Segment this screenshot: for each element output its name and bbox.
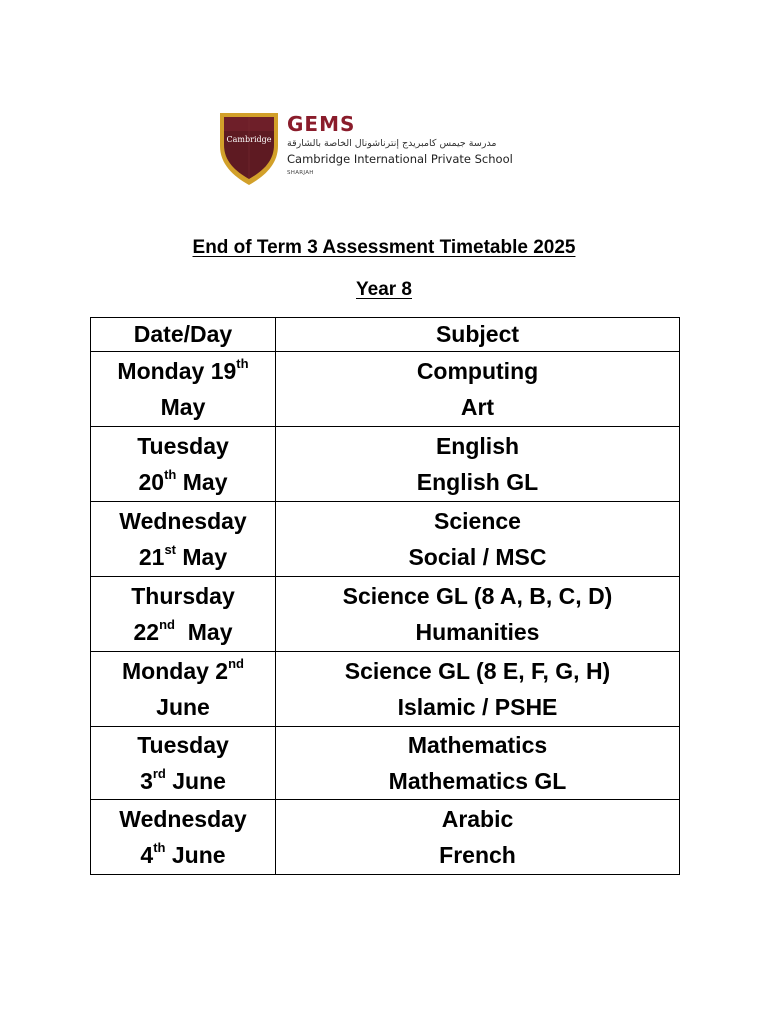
date-cell — [91, 427, 276, 502]
month-text: May — [187, 619, 233, 645]
date-cell — [91, 352, 276, 427]
date-cell — [91, 577, 276, 652]
date-number: 4 — [140, 842, 154, 868]
ordinal-suffix: st — [164, 542, 176, 558]
subject-cell — [276, 427, 680, 502]
subject-text: Science — [434, 508, 521, 534]
date-line — [91, 763, 275, 799]
shield-crest-icon — [219, 112, 279, 186]
day-text: Thursday — [131, 583, 235, 609]
date-line — [91, 464, 275, 500]
table-row — [91, 727, 680, 800]
table-header-row — [91, 318, 680, 352]
month-text: June — [171, 842, 226, 868]
date-cell — [91, 727, 276, 800]
date-number: 20 — [138, 469, 165, 495]
ordinal-suffix: th — [164, 467, 177, 483]
month-text: May — [182, 469, 228, 495]
date-line — [91, 653, 275, 689]
school-name-arabic: مدرسة جيمس كامبريدج إنترناشونال الخاصة بالشارقة — [287, 138, 497, 149]
subject-text: Humanities — [415, 619, 540, 645]
ordinal-suffix: nd — [228, 656, 244, 672]
subject-text: Arabic — [441, 806, 514, 832]
subject-text: English GL — [416, 469, 539, 495]
date-line — [91, 539, 275, 575]
subject-cell — [276, 577, 680, 652]
subject-cell — [276, 727, 680, 800]
subject-text: French — [439, 842, 516, 868]
day-text: Tuesday — [137, 433, 229, 459]
date-line — [91, 353, 275, 389]
month-text: June — [156, 694, 210, 720]
subject-text: Social / MSC — [408, 544, 547, 570]
date-line — [91, 837, 275, 873]
document-title: End of Term 3 Assessment Timetable 2025 — [192, 237, 576, 258]
subject-cell — [276, 652, 680, 727]
day-text: Monday 2 — [122, 658, 229, 684]
subject-cell — [276, 800, 680, 875]
date-number: 22 — [133, 619, 160, 645]
ordinal-suffix: th — [236, 356, 249, 372]
subject-text: English — [435, 433, 520, 459]
day-text: Tuesday — [137, 732, 229, 758]
subject-text: Science GL (8 E, F, G, H) — [344, 658, 611, 684]
day-text: Monday 19 — [117, 358, 237, 384]
subject-text: Art — [460, 394, 495, 420]
subject-cell — [276, 352, 680, 427]
school-location: SHARJAH — [287, 170, 314, 176]
column-header-date: Date/Day — [91, 318, 276, 352]
date-line — [91, 614, 275, 650]
date-cell — [91, 502, 276, 577]
day-text: Wednesday — [119, 508, 247, 534]
ordinal-suffix: nd — [159, 617, 175, 633]
table-row — [91, 800, 680, 875]
month-text: May — [160, 394, 206, 420]
day-text: Wednesday — [119, 806, 247, 832]
table-row — [91, 577, 680, 652]
date-number: 21 — [138, 544, 165, 570]
column-header-subject: Subject — [276, 318, 680, 352]
date-cell — [91, 800, 276, 875]
subject-text: Islamic / PSHE — [397, 694, 558, 720]
subject-text: Mathematics GL — [388, 768, 567, 794]
table-row — [91, 427, 680, 502]
month-text: June — [172, 768, 226, 794]
school-logo — [219, 112, 539, 188]
ordinal-suffix: th — [153, 840, 166, 856]
subject-text: Science GL (8 A, B, C, D) — [342, 583, 613, 609]
date-number: 3 — [140, 768, 153, 794]
table-row — [91, 352, 680, 427]
table-row — [91, 652, 680, 727]
brand-wordmark: GEMS — [287, 112, 356, 136]
subject-cell — [276, 502, 680, 577]
school-name-english: Cambridge International Private School — [287, 152, 513, 166]
ordinal-suffix: rd — [152, 766, 166, 782]
subject-text: Mathematics — [407, 732, 548, 758]
subject-text: Computing — [416, 358, 539, 384]
timetable — [90, 317, 680, 875]
crest-label: Cambridge — [226, 135, 272, 144]
month-text: May — [182, 544, 228, 570]
table-row — [91, 502, 680, 577]
year-label: Year 8 — [356, 279, 412, 300]
date-cell — [91, 652, 276, 727]
